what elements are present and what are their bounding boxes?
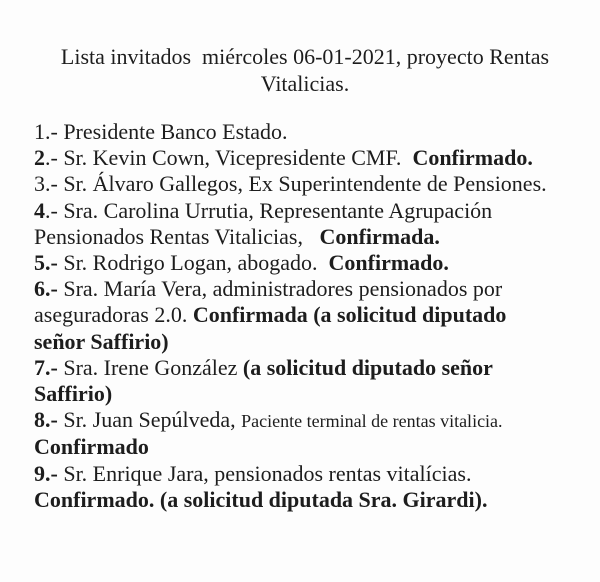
text-run: 3.- Sr. Álvaro Gallegos, Ex Superintendente de Pensiones. xyxy=(34,171,547,197)
list-line xyxy=(34,276,576,302)
bold-text-run: 6.- xyxy=(34,276,58,302)
text-run: 1.- Presidente Banco Estado. xyxy=(34,119,288,144)
list-line xyxy=(34,461,576,487)
text-run: Sra. María Vera, administradores pensionados por xyxy=(57,276,503,302)
bold-text-run: 4 xyxy=(34,197,45,223)
bold-text-run: Confirmada. xyxy=(319,223,440,249)
bold-text-run: Saffirio) xyxy=(34,381,113,407)
bold-text-run: 2 xyxy=(34,145,45,171)
bold-text-run: Confirmada (a solicitud diputado xyxy=(192,302,507,328)
bold-text-run: 7.- xyxy=(34,354,58,380)
bold-text-run: Confirmado xyxy=(34,434,149,460)
bold-text-run: Confirmado. xyxy=(328,250,449,276)
list-line xyxy=(34,302,576,328)
list-line xyxy=(34,381,576,407)
text-run: .- Sra. Carolina Urrutia, Representante Agrupación xyxy=(45,197,493,223)
bold-text-run: 8.- xyxy=(34,407,58,433)
guest-list xyxy=(34,119,576,513)
text-run: Sra. Irene González xyxy=(57,354,243,380)
list-line xyxy=(34,434,576,460)
text-run: Sr. Juan Sepúlveda, xyxy=(57,407,242,433)
list-line xyxy=(34,145,576,171)
small-text-run: Paciente terminal de rentas vitalicia. xyxy=(241,411,503,432)
list-line xyxy=(34,329,576,355)
list-line xyxy=(34,224,576,250)
bold-text-run: 9.- xyxy=(34,460,58,486)
text-run: Sr. Enrique Jara, pensionados rentas vitalícias. xyxy=(57,460,472,486)
list-line xyxy=(34,487,576,513)
bold-text-run: (a solicitud diputado señor xyxy=(242,354,493,380)
title-line-2: Vitalicias. xyxy=(260,71,350,96)
document-title xyxy=(34,43,576,97)
list-line xyxy=(34,119,576,145)
bold-text-run: Confirmado. (a solicitud diputada Sra. Girardi). xyxy=(34,486,488,512)
list-line xyxy=(34,250,576,276)
text-run: Sr. Rodrigo Logan, abogado. xyxy=(57,250,329,276)
text-run: aseguradoras 2.0. xyxy=(34,302,193,328)
list-line xyxy=(34,198,576,224)
text-run: .- Sr. Kevin Cown, Vicepresidente CMF. xyxy=(45,145,413,171)
bold-text-run: señor Saffirio) xyxy=(34,328,169,354)
list-line xyxy=(34,407,576,434)
bold-text-run: Confirmado. xyxy=(412,145,533,171)
list-line xyxy=(34,171,576,197)
title-line-1: Lista invitados miércoles 06-01-2021, proyecto Rentas xyxy=(60,44,550,69)
bold-text-run: 5.- xyxy=(34,250,58,276)
text-run: Pensionados Rentas Vitalicias, xyxy=(34,223,320,249)
list-line xyxy=(34,355,576,381)
